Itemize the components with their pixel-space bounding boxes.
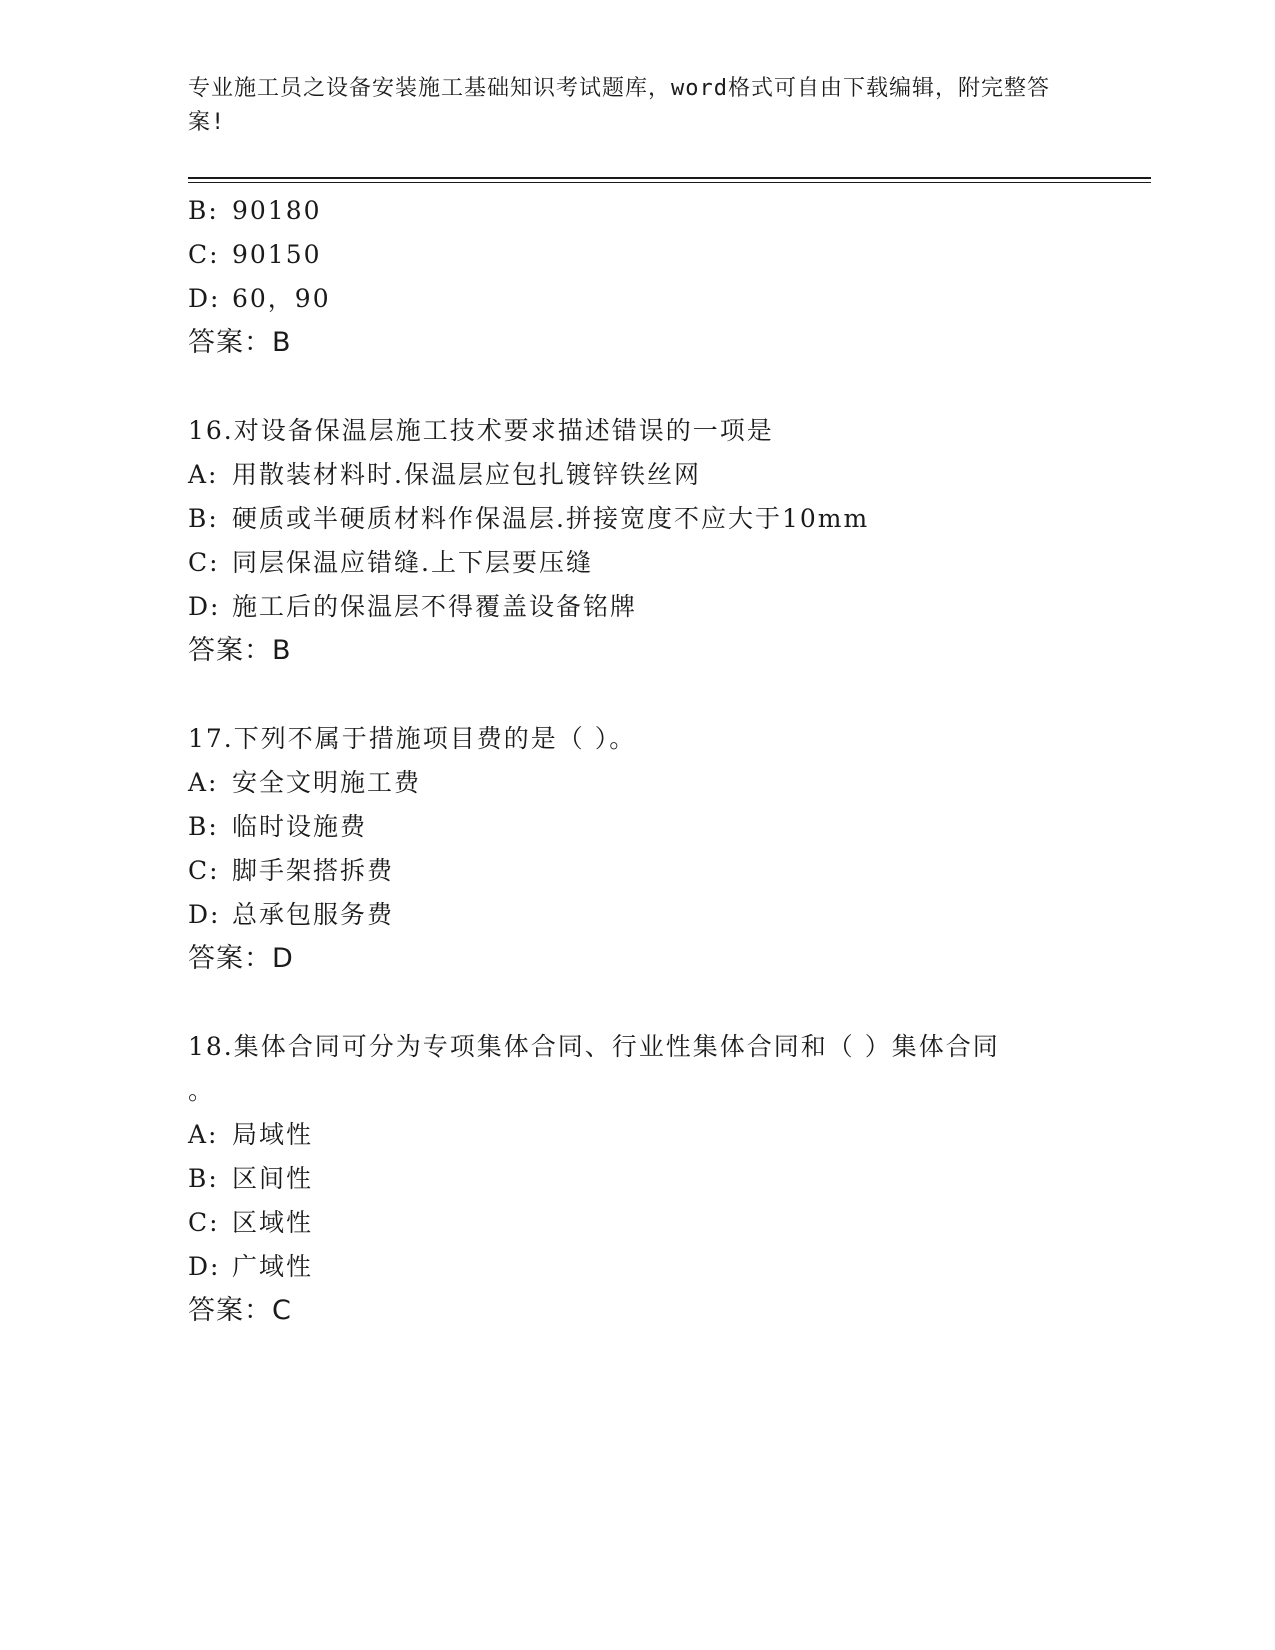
q18-question-tail: 。	[188, 1076, 216, 1105]
q18-option-b: B: 区间性	[188, 1164, 314, 1193]
q18-question: 18.集体合同可分为专项集体合同、行业性集体合同和（ ）集体合同	[188, 1032, 1000, 1061]
q17-answer: 答案：D	[188, 943, 294, 974]
q17-option-a: A: 安全文明施工费	[188, 768, 422, 797]
q16-option-a: A: 用散装材料时.保温层应包扎镀锌铁丝网	[188, 460, 701, 489]
q15-answer: 答案：B	[188, 327, 292, 358]
q17-option-c: C: 脚手架搭拆费	[188, 856, 395, 885]
header-title: 专业施工员之设备安装施工基础知识考试题库，word格式可自由下载编辑，附完整答案!	[188, 76, 1050, 135]
q18-option-c: C: 区域性	[188, 1208, 314, 1237]
q17-option-b: B: 临时设施费	[188, 812, 368, 841]
q16-option-b: B: 硬质或半硬质材料作保温层.拼接宽度不应大于10mm	[188, 504, 870, 533]
q15-option-b: B: 90180	[188, 196, 322, 225]
document-header	[188, 72, 1068, 140]
q16-option-c: C: 同层保温应错缝.上下层要压缝	[188, 548, 593, 577]
q17-question: 17.下列不属于措施项目费的是（ ）。	[188, 724, 637, 753]
q15-option-d: D: 60，90	[188, 284, 331, 313]
q16-question: 16.对设备保温层施工技术要求描述错误的一项是	[188, 416, 774, 445]
q18-answer: 答案：C	[188, 1295, 292, 1326]
q16-answer: 答案：B	[188, 635, 292, 666]
q17-option-d: D: 总承包服务费	[188, 900, 395, 929]
q16-option-d: D: 施工后的保温层不得覆盖设备铭牌	[188, 592, 638, 621]
header-divider-thin	[188, 182, 1151, 183]
q18-option-a: A: 局域性	[188, 1120, 314, 1149]
q15-option-c: C: 90150	[188, 240, 322, 269]
header-divider-thick	[188, 177, 1151, 179]
q18-option-d: D: 广域性	[188, 1252, 314, 1281]
